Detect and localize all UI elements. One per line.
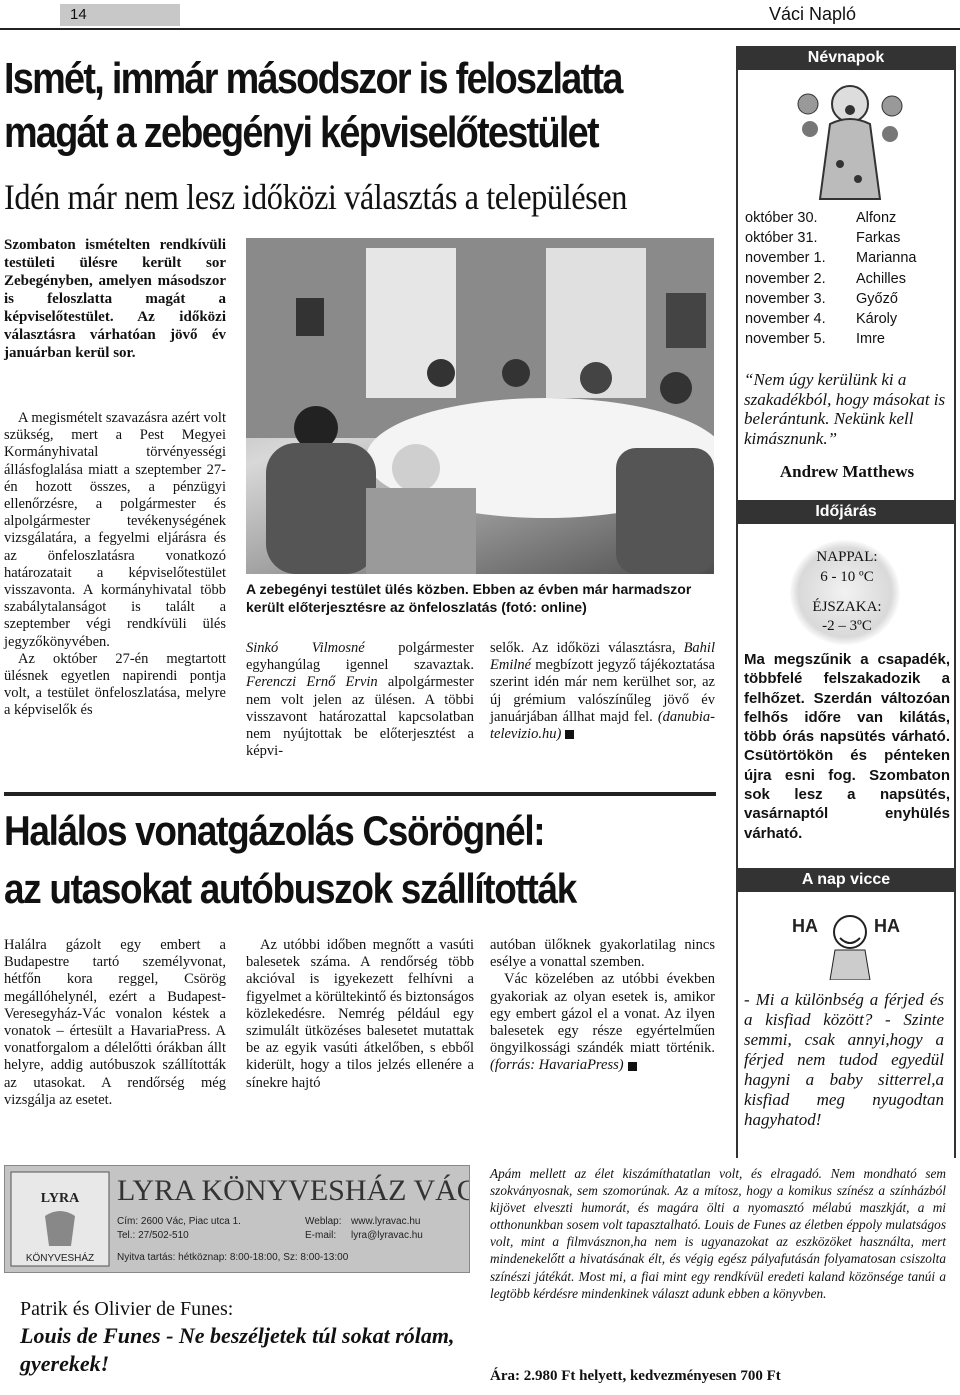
quote-author: Andrew Matthews (779, 462, 915, 481)
article1-column1 (4, 410, 226, 720)
article2-source: (forrás: HavariaPress) (490, 1057, 624, 1074)
article2-column2 (246, 937, 474, 1092)
article2-title-line1: Halálos vonatgázolás Csörögnél: (4, 807, 545, 854)
nevnap-date: november 4. (745, 311, 826, 328)
nevnap-date: október 31. (745, 230, 818, 247)
nevnap-date: november 2. (745, 270, 826, 287)
article1-title (4, 52, 628, 160)
ejszaka-label: ÉJSZAKA: (812, 599, 882, 615)
ejszaka-value: -2 – 3ºC (822, 618, 872, 634)
laughing-figure-icon (790, 902, 910, 980)
book-title (20, 1296, 460, 1378)
book-authors: Patrik és Olivier de Funes: (20, 1298, 234, 1320)
nevnapok-header: Névnapok (738, 46, 954, 70)
article1-title-line2: magát a zebegényi képviselőtestület (4, 108, 598, 157)
clown-illustration-icon (790, 74, 910, 204)
end-mark-icon (565, 730, 574, 739)
header-rule (0, 28, 960, 30)
idojaras-header: Időjárás (738, 500, 954, 524)
article1-paragraph4-a: selők. Az időközi választásra, (490, 640, 684, 656)
article2-paragraph1: Halálra gázolt egy embert a Budapestre tartó személyvonat, hétfőn kora reggel, Csörög megállóhelynél, ezért a Budapest-Veresegyház-Vác vonalon késtek a vonatok – értesült a HavariaPress. A vonatforgalom a délelőtti órákban állt helyre, addig autóbuszok szállították az utasokat. A rendőrség még vizsgálja az esetet. (4, 937, 226, 1108)
book-title-main: Louis de Funes - Ne beszéljetek túl sokat rólam, gyerekek! (20, 1323, 455, 1376)
nevnap-row (745, 309, 950, 329)
nevnap-name: Károly (856, 311, 898, 328)
weather-forecast-text: Ma megszűnik a csapadék, többfelé felszakadozik a felhőzet. Szerdán változóan felhős időre van kilátás, több órás napsütés várható. Csütörtökön és pénteken újra esni fog. Szombaton sok lesz a napsütés, vasárnaptól enyhülés várható. (744, 651, 950, 842)
article2-rule (4, 792, 716, 796)
bookstore-banner-art (5, 1166, 469, 1272)
article1-paragraph3 (246, 640, 474, 760)
nevnap-row (745, 269, 950, 289)
article1-lead: Szombaton ismételten rendkívüli testületi ülésre került sor Zebegényben, amelyen másodszor is feloszlatta magát a képviselőtestület. Az időközi választásra várhatóan jövő év januárban kerül sor. (4, 237, 226, 361)
article1-column3 (490, 640, 715, 743)
nevnap-name: Marianna (856, 250, 917, 267)
store-phone: Tel.: 27/502-510 (117, 1230, 189, 1241)
photo-caption: A zebegényi testület ülés közben. Ebben az évben már harmadszor került előterjesztésre az önfeloszlatás (fotó: online) (246, 581, 692, 615)
logo-text-top: LYRA (40, 1191, 80, 1206)
notary-name: Bahil Emilné (490, 640, 715, 674)
store-email-label: E-mail: (305, 1230, 337, 1241)
mayor-name: Sinkó Vilmosné (246, 640, 365, 656)
nevnapok-list (745, 208, 950, 349)
store-hours: Nyitva tartás: hétköznap: 8:00-18:00, Sz: 8:00-13:00 (117, 1252, 349, 1263)
nevnap-date: november 3. (745, 290, 826, 307)
article1-paragraph4-b: megbízott jegyző tájékoztatása szerint idén már nem kerülhet sor, az új grémium valószínűleg jövő év januárjában állhat majd fel. (490, 657, 715, 725)
nevnap-row (745, 248, 950, 268)
article2-column3 (490, 937, 715, 1075)
nappal-value: 6 - 10 ºC (820, 569, 874, 585)
end-mark-icon (628, 1062, 637, 1071)
nevnap-name: Imre (856, 331, 885, 348)
store-address: Cím: 2600 Vác, Piac utca 1. (117, 1216, 241, 1227)
article1-paragraph3-a: polgármester egyhangúlag igennel szavaztak. (246, 640, 474, 674)
article1-paragraph1: A megismételt szavazásra azért volt szükség, mert a Pest Megyei Kormányhivatal törvényességi állásfoglalása miatt a szeptember 27-én hozott összes, a pénzügyi ellenőrzésre, a polgármester és alpolgármester tevékenységének vizsgálatára, a fegyelmi eljárásra és az önfeloszlatásra vonatkozó határozatait a képviselőtestület visszavonta. A kormányhivatal több szabálytalanságot is talált a szeptember végi rendkívüli ülés jegyzőkönyvében. (4, 410, 226, 650)
nevnap-name: Győző (856, 290, 898, 307)
paper-name: Váci Napló (768, 4, 856, 24)
article2-column1 (4, 937, 226, 1109)
book-description: Apám mellett az élet kiszámíthatatlan volt, és elragadó. Nem mondható sem szokványosnak, sem szomorúnak. Az a mítosz, hogy a komikus színész a színházból kijövet elveszti humorát, és magára ölti a nyomasztó mélabú maszkját, a mi otthonunkban sosem volt tapasztalható. Louis de Funes az életben éppoly mulatságos volt, mint a filmvásznon,ha nem is ugyanazokat az eszközöket használta, mert mindenekelőtt a hivatásának élt, és végig egész pályafutásán folyamatosan csiszolta színészi játékát. Most mi, a fiai mint egy rendkívül eredeti kaland közönsége tanúi a legtöbb kérdésre mindenkinek választ adunk ebben a könyvben. (490, 1166, 946, 1301)
article1-subtitle: Idén már nem lesz időközi választás a településen (4, 177, 627, 217)
nevnap-date: október 30. (745, 210, 818, 226)
nevnap-name: Alfonz (856, 210, 897, 226)
nevnap-row (745, 329, 950, 349)
deputy-mayor-name: Ferenczi Ernő Ervin (246, 674, 378, 691)
quote-text: “Nem úgy kerülünk ki a szakadékból, hogy másokat is belerántunk. Nekünk kell kimásznunk.” (744, 370, 946, 448)
article2-paragraph4-a: Vác közelében az utóbbi években gyakoriak az olyan esetek is, amikor egy embert gázol el a vonat. Az ilyen balesetek egy része egyértelműen öngyilkossági szándék miatt történik. (490, 971, 715, 1057)
nevnap-name: Achilles (856, 270, 906, 287)
article2-paragraph4 (490, 971, 715, 1074)
nevnap-date: november 5. (745, 331, 826, 348)
article2-title-line2: az utasokat autóbuszok szállították (4, 865, 576, 912)
article1-paragraph2: Az október 27-én megtartott ülésnek egyetlen napirendi pontja volt, a testület önfeloszlatása, melyre a képviselők és (4, 650, 226, 719)
store-web-label: Weblap: (305, 1216, 342, 1227)
article1-paragraph4 (490, 640, 715, 743)
nevnap-date: november 1. (745, 250, 826, 267)
article1-column2 (246, 640, 474, 760)
book-price: Ára: 2.980 Ft helyett, kedvezményesen 700 Ft (490, 1368, 781, 1384)
vicc-header: A nap vicce (738, 868, 954, 892)
bookstore-banner (4, 1165, 470, 1273)
ha-left-text: HA (792, 916, 818, 936)
article2-paragraph2: Az utóbbi időben megnőtt a vasúti balesetek száma. A rendőrség több akcióval is igyekezett felhívni a figyelmet a körültekintő és biztonságos közlekedésre. Nemrég például egy szimulált ütközéses balesetet mutattak be az egyik vasúti átkelőben, s ebből kiderült, hogy a tilos jelzés ellenére a sínekre hajtó (246, 937, 474, 1091)
meeting-photo (246, 238, 714, 574)
article2-paragraph3: autóban ülőknek gyakorlatilag nincs esélye a vonattal szemben. (490, 937, 715, 971)
nevnap-row (745, 228, 950, 248)
joke-text: - Mi a különbség a férjed és a kisfiad között? - Szinte semmi, csak annyi,hogy a férjed nem tudod egyedül hagyni a baby sitterrel,a kisfiad meg nyugodtan hagyhatod! (744, 990, 944, 1129)
store-web: www.lyravac.hu (351, 1216, 421, 1227)
meeting-photo-illustration (246, 238, 714, 574)
nevnap-row (745, 208, 950, 228)
store-email: lyra@lyravac.hu (351, 1230, 423, 1241)
article2-title (4, 802, 638, 918)
logo-text-bottom: KÖNYVESHÁZ (25, 1253, 95, 1264)
article1-paragraph3-b: alpolgármester nem volt jelen az ülésen. A többi visszavont határozattal kapcsolatban nem nyújtottak be előterjesztést a képvi- (246, 674, 474, 760)
nevnap-name: Farkas (856, 230, 901, 247)
nevnap-row (745, 289, 950, 309)
article1-source: (danubia-televizio.hu) (490, 708, 715, 743)
nappal-label: NAPPAL: (816, 549, 878, 565)
page-number: 14 (60, 4, 180, 26)
ha-right-text: HA (874, 916, 900, 936)
article1-title-line1: Ismét, immár másodszor is feloszlatta (4, 54, 622, 103)
store-name: LYRA KÖNYVESHÁZ VÁC (117, 1174, 469, 1207)
